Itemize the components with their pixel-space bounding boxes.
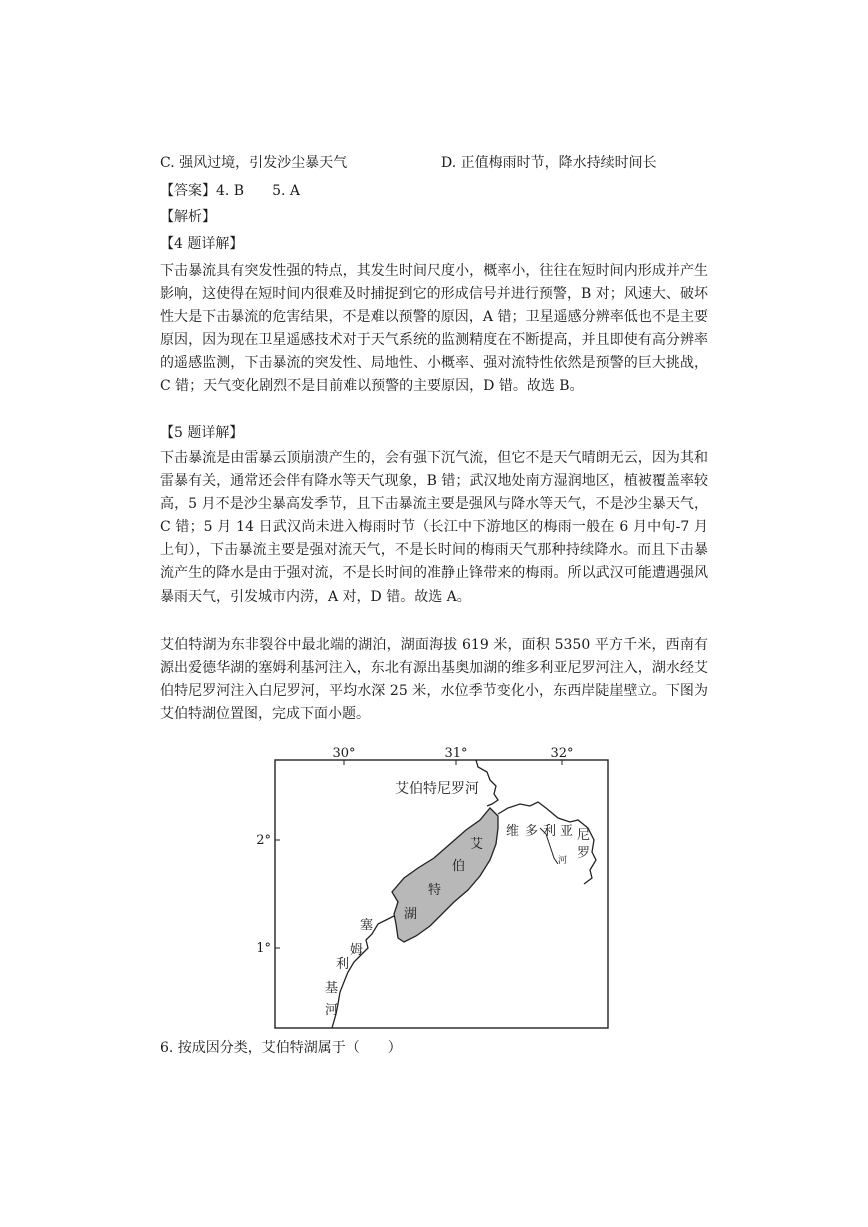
semliki-label-char: 河	[325, 1003, 339, 1018]
victoria-nile-char: 河	[558, 856, 568, 866]
q5-explanation: 下击暴流是由雷暴云顶崩溃产生的，会有强下沉气流，但它不是天气晴朗无云，因为其和雷暴有关，通常还会伴有降水等天气现象，B 错；武汉地处南方湿润地区，植被覆盖率较高，5 月不是沙尘暴高发季节，且下击暴流主要是强风与降水等天气，不是沙尘暴天气，C 错；5 月 14 日武汉尚未进入梅雨时节（长江中下游地区的梅雨一般在 6 月中旬-7 月上旬），下击暴流主要是强对流天气，不是长时间的梅雨天气那种持续降水。而且下击暴流产生的降水是由于强对流，不是长时间的准静止锋带来的梅雨。所以武汉可能遭遇强风暴雨天气，引发城市内涝，A 对，D 错。故选 A。	[160, 450, 708, 605]
q4-explanation: 下击暴流具有突发性强的特点，其发生时间尺度小，概率小，往往在短时间内形成并产生影响，这使得在短时间内很难及时捕捉到它的形成信号并进行预警，B 对；风速大、破坏性大是下击暴流的危害结果，不是难以预警的原因，A 错；卫星遥感分辨率低也不是主要原因，因为现在卫星遥感技术对于天气系统的监测精度在不断提高，并且即使有高分辨率的遥感监测，下击暴流的突发性、局地性、小概率、强对流特性依然是预警的巨大挑战，C 错；天气变化剧烈不是目前难以预警的主要原因，D 错。故选 B。	[160, 263, 708, 395]
lake-intro: 艾伯特湖为东非裂谷中最北端的湖泊，湖面海拔 619 米，面积 5350 平方千米，西南有源出爱德华湖的塞姆利基河注入，东北有源出基奥加湖的维多利亚尼罗河注入，湖水经艾伯特尼罗河注入白尼罗河，平均水深 25 米，水位季节变化小，东西岸陡崖壁立。下图为艾伯特湖位置图，完成下面小题。	[160, 637, 708, 723]
question-6: 6. 按成因分类，艾伯特湖属于（ ）	[160, 1040, 402, 1056]
albert-nile-label: 艾伯特尼罗河	[395, 781, 479, 797]
lat-label-1: 1°	[256, 941, 271, 956]
albert-lake-location-map	[240, 742, 612, 1032]
victoria-nile-river	[498, 802, 596, 884]
victoria-nile-char: 亚	[560, 824, 574, 839]
lake-label-char: 特	[428, 883, 442, 898]
victoria-nile-char: 利	[543, 824, 557, 839]
semliki-label-char: 利	[336, 957, 350, 972]
q4-heading: 【4 题详解】	[160, 236, 244, 252]
option-c: C. 强风过境，引发沙尘暴天气	[160, 155, 348, 171]
lon-label-31: 31°	[444, 746, 468, 761]
lon-label-32: 32°	[550, 746, 574, 761]
q5-heading: 【5 题详解】	[160, 425, 244, 441]
answer-line: 【答案】4. B 5. A	[160, 183, 301, 199]
victoria-nile-char: 维	[506, 824, 520, 839]
lake-label-char: 伯	[452, 859, 466, 874]
lake-label-char: 湖	[404, 907, 418, 922]
semliki-label-char: 基	[325, 981, 339, 996]
victoria-nile-char: 多	[525, 824, 539, 839]
option-d: D. 正值梅雨时节，降水持续时间长	[441, 155, 657, 171]
lon-label-30: 30°	[332, 746, 356, 761]
semliki-label-char: 塞	[360, 918, 374, 933]
victoria-nile-char: 罗	[577, 846, 591, 861]
semliki-label-char: 姆	[350, 943, 364, 958]
victoria-nile-char: 尼	[577, 828, 591, 843]
lat-label-2: 2°	[256, 833, 271, 848]
lake-label-char: 艾	[470, 837, 484, 852]
albert-nile-river	[476, 760, 498, 806]
analysis-label: 【解析】	[160, 209, 216, 225]
